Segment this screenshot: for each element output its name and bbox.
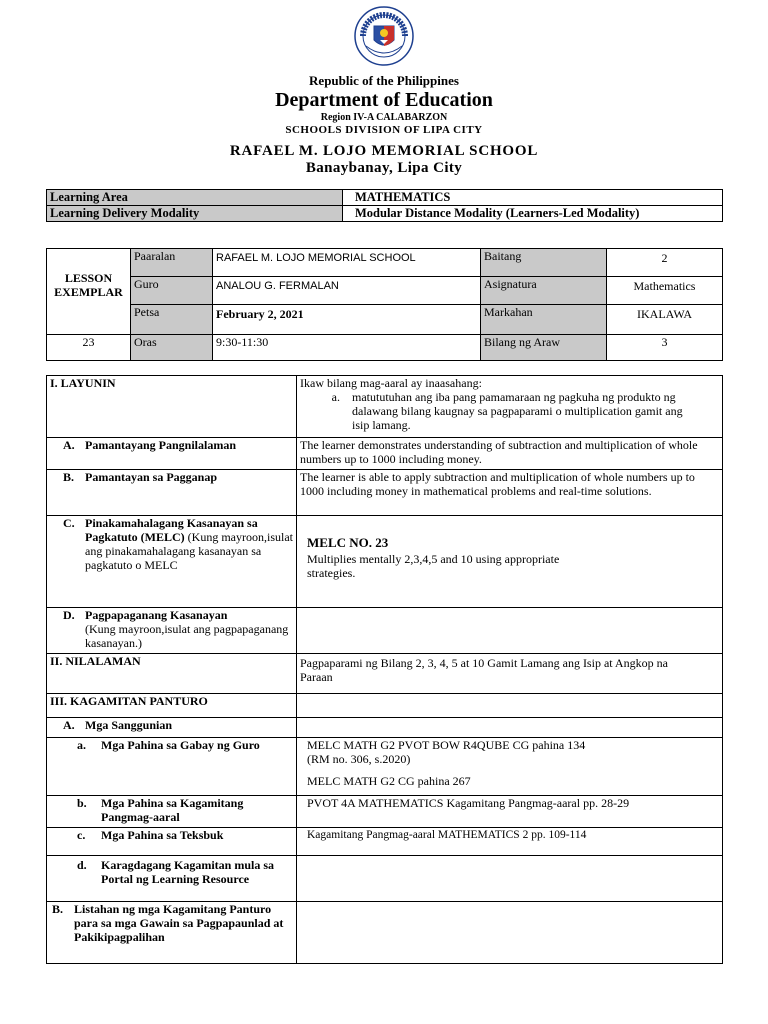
lesson-exemplar-title: LESSON EXEMPLAR — [47, 249, 131, 335]
pamantayang-pangnilalaman-label: A. Pamantayang Pangnilalaman — [47, 438, 297, 470]
listahan-value — [297, 902, 723, 964]
region-line: Region IV-A CALABARZON — [320, 112, 448, 123]
school-location: Banaybanay, Lipa City — [305, 160, 463, 176]
guro-value: ANALOU G. FERMALAN — [213, 277, 481, 305]
baitang-label: Baitang — [481, 249, 607, 277]
portal-value — [297, 856, 723, 902]
melc-text: Multiplies mentally 2,3,4,5 and 10 using appropriate strategies. — [307, 551, 560, 580]
asignatura-value: Mathematics — [607, 277, 723, 305]
pagpapaganang-kasanayan-label: D. Pagpapaganang Kasanayan (Kung mayroon,isulat ang pagpapaganang kasanayan.) — [47, 608, 297, 654]
pamantayan-pagganap-label: B. Pamantayan sa Pagganap — [47, 470, 297, 516]
learning-area-label: Learning Area — [47, 190, 343, 206]
deped-seal-logo — [354, 6, 414, 66]
sanggunian-value — [297, 718, 723, 738]
gabay-guro-label: a. Mga Pahina sa Gabay ng Guro — [47, 738, 297, 796]
kagamitang-pangmag-aaral-label: b. Mga Pahina sa Kagamitang Pangmag-aaral — [47, 796, 297, 828]
melc-label: C. Pinakamahalagang Kasanayan sa Pagkatuto (MELC) (Kung mayroon,isulat ang pinakamahalagang kasanayan sa pagkatuto o MELC — [47, 516, 297, 608]
layunin-a: matututuhan ang iba pang pamamaraan ng pagkuha ng produkto ng dalawang bilang kaugnay sa pagpaparami o multiplication gamit ang isip lamang. — [352, 390, 683, 432]
nilalaman-label: II. NILALAMAN — [47, 654, 297, 694]
pamantayang-pangnilalaman-value: The learner demonstrates understanding of subtraction and multiplication of whole numbers up to 1000 including money. — [297, 438, 723, 470]
learning-area-table — [46, 189, 723, 222]
division-line: SCHOOLS DIVISION OF LIPA CITY — [285, 124, 483, 136]
melc-cell — [297, 516, 723, 608]
melc-title: MELC NO. 23 — [307, 534, 389, 550]
modality-value: Modular Distance Modality (Learners-Led Modality) — [343, 206, 723, 222]
paaralan-value: RAFAEL M. LOJO MEMORIAL SCHOOL — [213, 249, 481, 277]
layunin-label: I. LAYUNIN — [47, 376, 297, 438]
sanggunian-label: A. Mga Sanggunian — [47, 718, 297, 738]
kagamitang-pangmag-aaral-value: PVOT 4A MATHEMATICS Kagamitang Pangmag-aaral pp. 28-29 — [297, 796, 723, 828]
portal-label: d. Karagdagang Kagamitan mula sa Portal ng Learning Resource — [47, 856, 297, 902]
kagamitan-label: III. KAGAMITAN PANTURO — [47, 694, 297, 718]
school-name: RAFAEL M. LOJO MEMORIAL SCHOOL — [229, 143, 539, 159]
nilalaman-value: Pagpaparami ng Bilang 2, 3, 4, 5 at 10 Gamit Lamang ang Isip at Angkop na Paraan — [297, 654, 723, 694]
layunin-intro: Ikaw bilang mag-aaral ay inaasahang: — [300, 376, 482, 390]
learning-area-value: MATHEMATICS — [343, 190, 723, 206]
paaralan-label: Paaralan — [131, 249, 213, 277]
layunin-a-marker: a. — [331, 390, 340, 404]
pagpapaganang-kasanayan-value — [297, 608, 723, 654]
lesson-number: 23 — [47, 335, 131, 361]
modality-label: Learning Delivery Modality — [47, 206, 343, 222]
pamantayan-pagganap-value: The learner is able to apply subtraction and multiplication of whole numbers up to 1000 including money in mathematical problems and real-time solutions. — [297, 470, 723, 516]
teksbuk-label: c. Mga Pahina sa Teksbuk — [47, 828, 297, 856]
asignatura-label: Asignatura — [481, 277, 607, 305]
baitang-value: 2 — [607, 249, 723, 277]
kagamitan-value — [297, 694, 723, 718]
guro-label: Guro — [131, 277, 213, 305]
araw-value: 3 — [607, 335, 723, 361]
markahan-label: Markahan — [481, 305, 607, 335]
oras-value: 9:30-11:30 — [213, 335, 481, 361]
teksbuk-value: Kagamitang Pangmag-aaral MATHEMATICS 2 pp. 109-114 — [297, 828, 723, 856]
layunin-cell — [297, 376, 723, 438]
listahan-label: B. Listahan ng mga Kagamitang Panturo para sa mga Gawain sa Pagpapaunlad at Pakikipagpalihan — [47, 902, 297, 964]
gabay-guro-value: MELC MATH G2 PVOT BOW R4QUBE CG pahina 134 (RM no. 306, s.2020) MELC MATH G2 CG pahina 267 — [297, 738, 723, 796]
petsa-value: February 2, 2021 — [213, 305, 481, 335]
lesson-exemplar-table — [46, 248, 723, 361]
markahan-value: IKALAWA — [607, 305, 723, 335]
araw-label: Bilang ng Araw — [481, 335, 607, 361]
department-title: Department of Education — [275, 89, 493, 111]
lesson-plan-table — [46, 375, 723, 964]
oras-label: Oras — [131, 335, 213, 361]
country-line: Republic of the Philippines — [309, 73, 459, 88]
petsa-label: Petsa — [131, 305, 213, 335]
